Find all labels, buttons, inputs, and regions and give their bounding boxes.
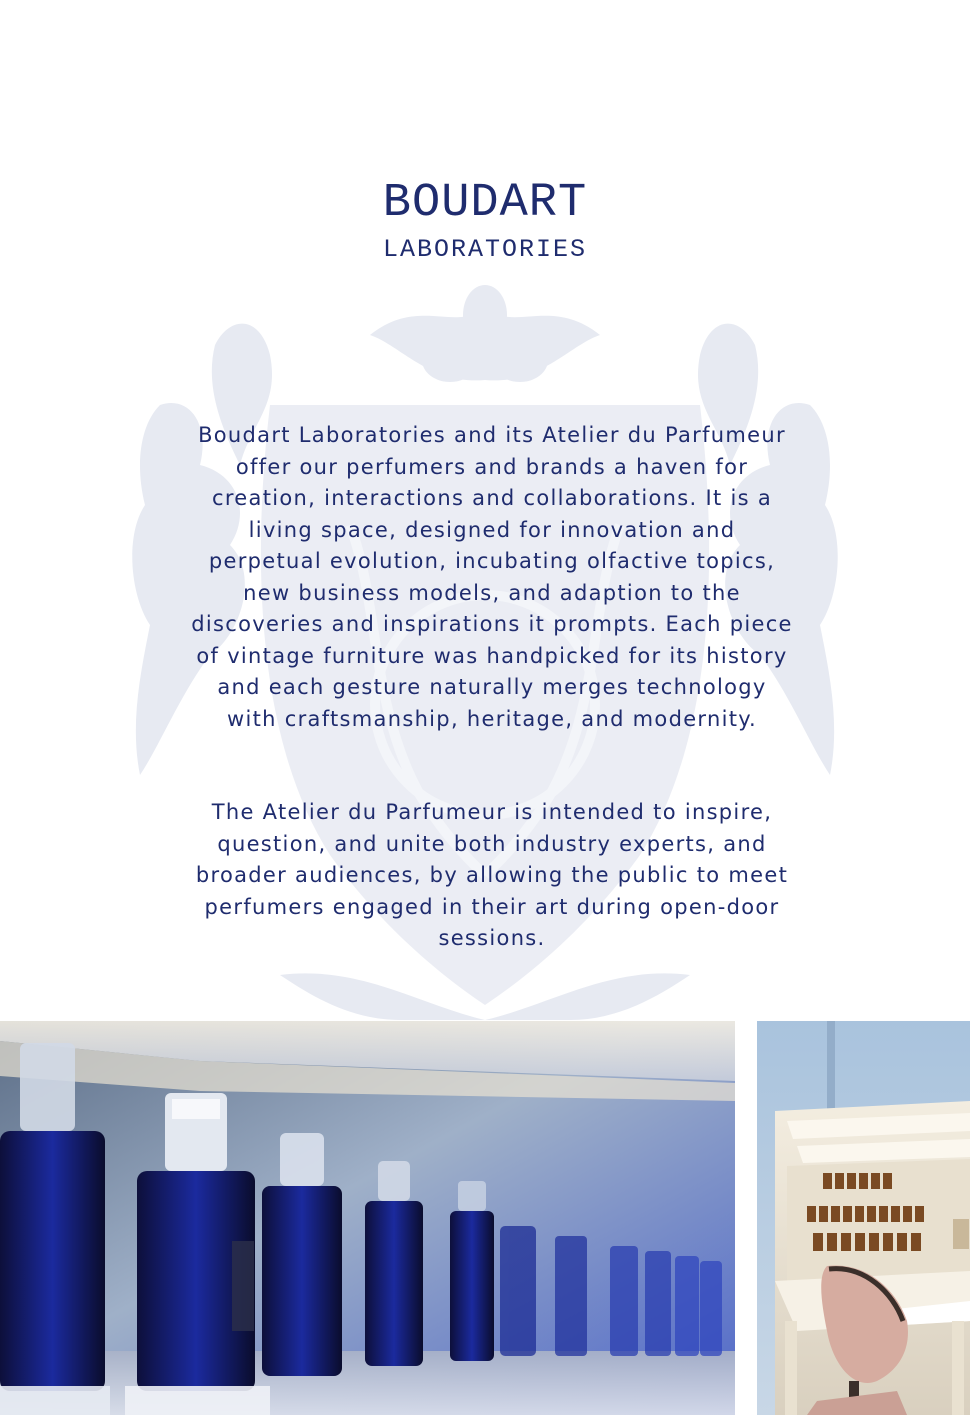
brand-title: BOUDART [382, 177, 588, 230]
intro-paragraph: Boudart Laboratories and its Atelier du Parfumeur offer our perfumers and brands a haven for creation, interactions and collaborations. It is a living space, designed for innovation and perpetual evolution, incubating olfactive topics, new business models, and adaption to the discoveries and inspirations it prompts. Each piece of vintage furniture was handpicked for its history and each gesture naturally merges technology with craftsmanship, heritage, and modernity. [191, 423, 793, 731]
brand-subtitle: LABORATORIES [382, 235, 588, 264]
atelier-photo [757, 1021, 970, 1415]
bottles-photo [0, 1021, 735, 1415]
atelier-paragraph: The Atelier du Parfumeur is intended to inspire, question, and unite both industry experts, and broader audiences, by allowing the public to meet perfumers engaged in their art during open-door sessions. [195, 800, 789, 950]
